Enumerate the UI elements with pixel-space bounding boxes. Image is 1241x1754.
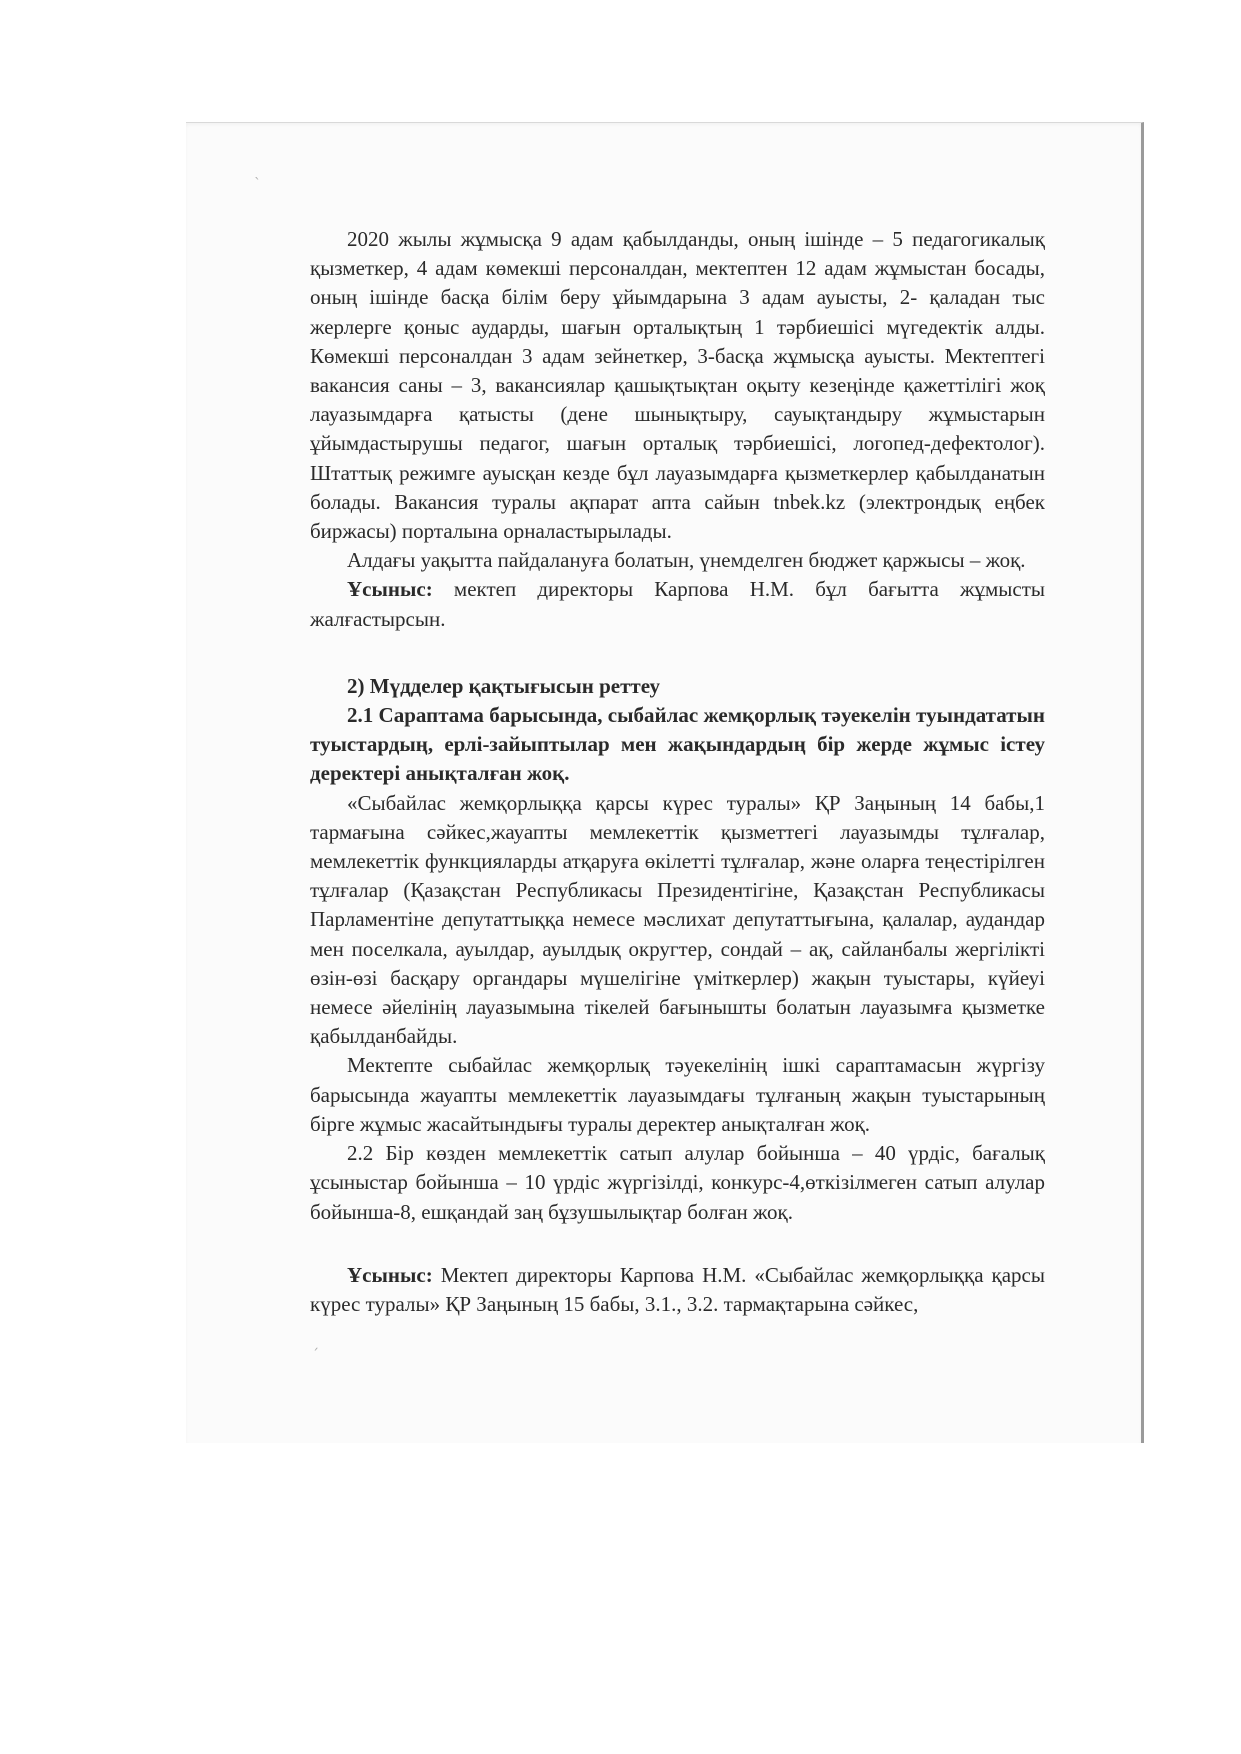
section-heading-conflict-of-interest: 2) Мүдделер қақтығысын реттеу xyxy=(347,673,661,698)
paragraph-internal-review: Мектепте сыбайлас жемқорлық тәуекелінің ішкі сараптамасын жүргізу барысында жауапты мемлекеттік лауазымдағы тұлғаның жақын туыстарының бірге жұмыс жасайтындығы туралы деректер анықталған жоқ. xyxy=(310,1053,1045,1136)
scan-speck: ˎ xyxy=(254,164,261,180)
recommendation-label: Ұсыныс: xyxy=(347,1262,433,1287)
recommendation-text: Мектеп директоры Карпова Н.М. «Сыбайлас жемқорлыққа қарсы күрес туралы» ҚР Заңының 15 бабы, 3.1., 3.2. тармақтарына сәйкес, xyxy=(310,1262,1045,1316)
paragraph-law-article-14: «Сыбайлас жемқорлыққа қарсы күрес туралы» ҚР Заңының 14 бабы,1 тармағына сәйкес,жауапты мемлекеттік қызметтегі лауазымды тұлғалар, мемлекеттік функцияларды атқаруға өкілетті тұлғалар, және оларға теңестірілген тұлғалар (Қазақстан Республикасы Президентігіне, Қазақстан Республикасы Парламентіне депутаттыққа немесе мәслихат депутаттығына, қалалар, аудандар мен поселкала, ауылдар, ауылдық округтер, сондай – ақ, сайланбалы жергілікті өзін-өзі басқару органдары мүшелігіне үміткерлер) жақын туыстары, күйеуі немесе әйелінің лауазымына тікелей бағынышты болатын лауазымға қызметке қабылданбайды. xyxy=(310,790,1045,1049)
paragraph-recommendation-1 xyxy=(310,575,1045,633)
document-body xyxy=(310,225,1045,1319)
paragraph-recommendation-2 xyxy=(310,1261,1045,1319)
scan-speck: ˏ xyxy=(312,1335,319,1351)
paragraph-procurement-2-2: 2.2 Бір көзден мемлекеттік сатып алулар бойынша – 40 үрдіс, бағалық ұсыныстар бойынша – 10 үрдіс жүргізілді, конкурс-4,өткізілмеген сатып алулар бойынша-8, ешқандай заң бұзушылықтар болған жоқ. xyxy=(310,1141,1045,1224)
recommendation-text: мектеп директоры Карпова Н.М. бұл бағытта жұмысты жалғастырсын. xyxy=(310,577,1045,631)
subsection-heading-2-1: 2.1 Сараптама барысында, сыбайлас жемқорлық тәуекелін туындататын туыстардың, ерлі-зайыптылар мен жақындардың бір жерде жұмыс істеу деректері анықталған жоқ. xyxy=(310,703,1045,786)
paragraph-budget: Алдағы уақытта пайдалануға болатын, үнемделген бюджет қаржысы – жоқ. xyxy=(347,548,1026,573)
recommendation-label: Ұсыныс: xyxy=(347,577,433,602)
paragraph-staffing: 2020 жылы жұмысқа 9 адам қабылданды, оның ішінде – 5 педагогикалық қызметкер, 4 адам көмекші персоналдан, мектептен 12 адам жұмыстан босады, оның ішінде басқа білім беру ұйымдарына 3 адам ауысты, 2- қаладан тыс жерлерге қоныс аударды, шағын орталықтың 1 тәрбиешісі мүгедектік алды. Көмекші персоналдан 3 адам зейнеткер, 3-басқа жұмысқа ауысты. Мектептегі вакансия саны – 3, вакансиялар қашықтықтан оқыту кезеңінде қажеттілігі жоқ лауазымдарға қатысты (дене шынықтыру, сауықтандыру жұмыстарын ұйымдастырушы педагог, шағын орталық тәрбиешісі, логопед-дефектолог). Штаттық режимге ауысқан кезде бұл лауазымдарға қызметкерлер қабылданатын болады. Вакансия туралы ақпарат апта сайын tnbek.kz (электрондық еңбек биржасы) порталына орналастырылады. xyxy=(310,227,1045,544)
